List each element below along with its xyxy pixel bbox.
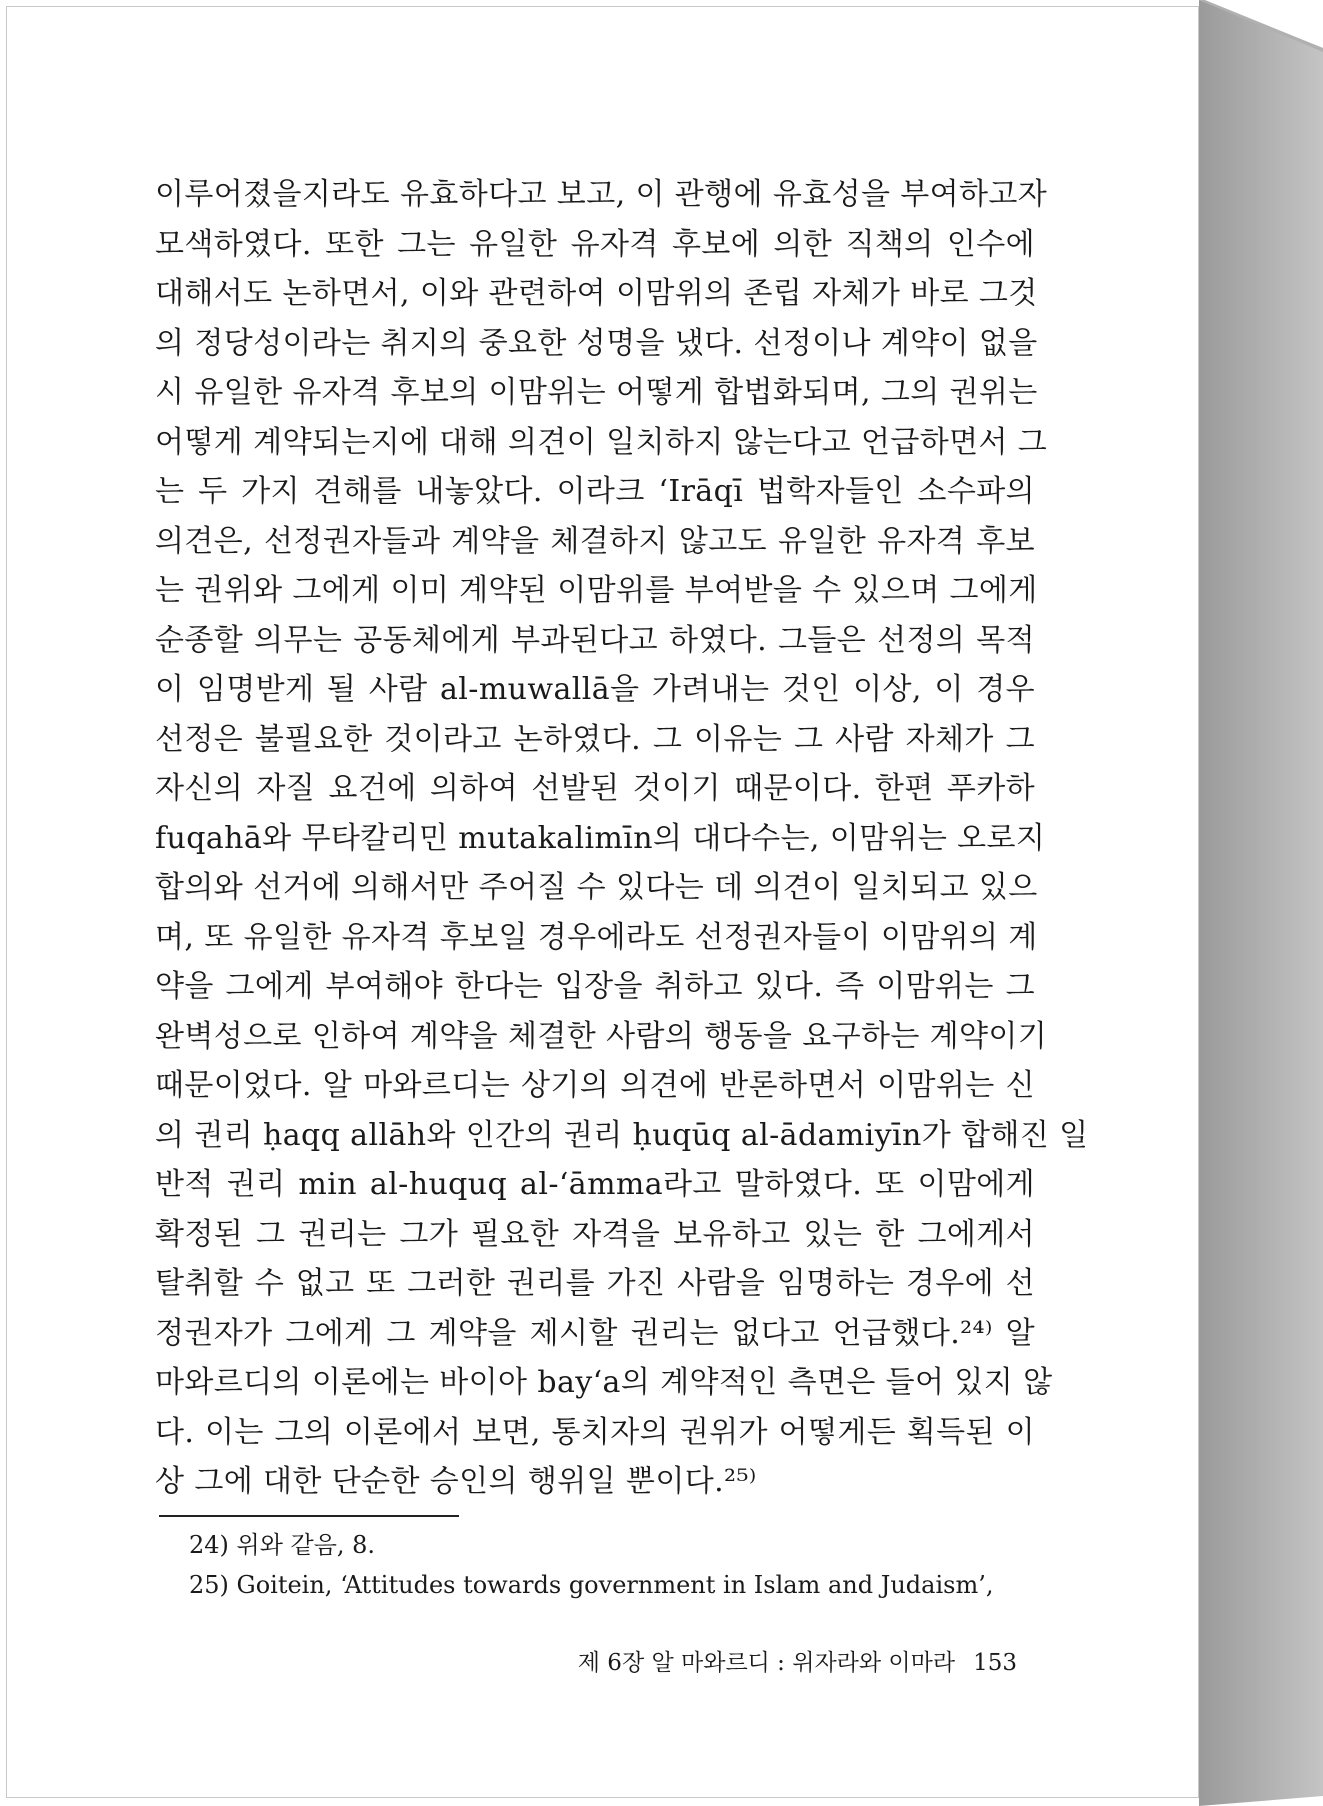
body-line: 때문이었다. 알 마와르디는 상기의 의견에 반론하면서 이맘위는 신 bbox=[155, 1068, 1035, 1103]
body-line: 합의와 선거에 의해서만 주어질 수 있다는 데 의견이 일치되고 있으 bbox=[155, 870, 1038, 905]
body-line: 반적 권리 min al-huquq al-‘āmma라고 말하였다. 또 이맘에게 bbox=[155, 1167, 1035, 1202]
body-line: 는 두 가지 견해를 내놓았다. 이라크 ‘Irāqī 법학자들인 소수파의 bbox=[155, 474, 1035, 509]
body-line: 상 그에 대한 단순한 승인의 행위일 뿐이다.²⁵⁾ bbox=[155, 1464, 757, 1499]
body-text bbox=[155, 170, 1089, 1507]
body-line: 순종할 의무는 공동체에게 부과된다고 하였다. 그들은 선정의 목적 bbox=[155, 622, 1035, 658]
body-line: 이 임명받게 될 사람 al-muwallā을 가려내는 것인 이상, 이 경우 bbox=[155, 672, 1035, 707]
footnote-divider bbox=[159, 1515, 459, 1517]
footnotes bbox=[189, 1525, 1049, 1605]
body-line: 자신의 자질 요건에 의하여 선발된 것이기 때문이다. 한편 푸카하 bbox=[155, 771, 1035, 806]
footnote-25: 25) Goitein, ‘Attitudes towards government in Islam and Judaism’, bbox=[189, 1571, 994, 1599]
body-line: fuqahā와 무타칼리민 mutakalimīn의 대다수는, 이맘위는 오로지 bbox=[155, 820, 1046, 856]
chapter-title: 제 6장 알 마와르디 : 위자라와 이마라 bbox=[577, 1650, 956, 1676]
book-edge-shadow bbox=[1199, 0, 1323, 1806]
running-footer bbox=[477, 1645, 1017, 1681]
body-line: 마와르디의 이론에는 바이아 bay‘a의 계약적인 측면은 들어 있지 않 bbox=[155, 1365, 1053, 1400]
body-line: 의 정당성이라는 취지의 중요한 성명을 냈다. 선정이나 계약이 없을 bbox=[155, 325, 1038, 361]
body-line: 모색하였다. 또한 그는 유일한 유자격 후보에 의한 직책의 인수에 bbox=[155, 226, 1035, 262]
body-line: 이루어졌을지라도 유효하다고 보고, 이 관행에 유효성을 부여하고자 bbox=[155, 177, 1048, 212]
body-line: 며, 또 유일한 유자격 후보일 경우에라도 선정권자들이 이맘위의 계 bbox=[155, 919, 1038, 955]
footnote-24: 24) 위와 같음, 8. bbox=[189, 1531, 376, 1559]
page-number: 153 bbox=[973, 1650, 1017, 1676]
body-line: 의 권리 ḥaqq allāh와 인간의 권리 ḥuqūq al-ādamiyīn가 합해진 일 bbox=[155, 1117, 1089, 1153]
body-line: 약을 그에게 부여해야 한다는 입장을 취하고 있다. 즉 이맘위는 그 bbox=[155, 969, 1035, 1004]
body-line: 어떻게 계약되는지에 대해 의견이 일치하지 않는다고 언급하면서 그 bbox=[155, 424, 1048, 460]
body-line: 확정된 그 권리는 그가 필요한 자격을 보유하고 있는 한 그에게서 bbox=[155, 1216, 1035, 1252]
body-line: 정권자가 그에게 그 계약을 제시할 권리는 없다고 언급했다.²⁴⁾ 알 bbox=[155, 1315, 1035, 1351]
book-page bbox=[6, 6, 1199, 1798]
body-line: 시 유일한 유자격 후보의 이맘위는 어떻게 합법화되며, 그의 권위는 bbox=[155, 375, 1038, 410]
body-line: 완벽성으로 인하여 계약을 체결한 사람의 행동을 요구하는 계약이기 bbox=[155, 1018, 1048, 1054]
body-line: 다. 이는 그의 이론에서 보면, 통치자의 권위가 어떻게든 획득된 이 bbox=[155, 1414, 1035, 1450]
body-line: 대해서도 논하면서, 이와 관련하여 이맘위의 존립 자체가 바로 그것 bbox=[155, 276, 1038, 311]
body-line: 는 권위와 그에게 이미 계약된 이맘위를 부여받을 수 있으며 그에게 bbox=[155, 573, 1038, 608]
body-line: 선정은 불필요한 것이라고 논하였다. 그 이유는 그 사람 자체가 그 bbox=[155, 721, 1035, 757]
body-line: 탈취할 수 없고 또 그러한 권리를 가진 사람을 임명하는 경우에 선 bbox=[155, 1266, 1035, 1301]
body-line: 의견은, 선정권자들과 계약을 체결하지 않고도 유일한 유자격 후보 bbox=[155, 523, 1035, 559]
